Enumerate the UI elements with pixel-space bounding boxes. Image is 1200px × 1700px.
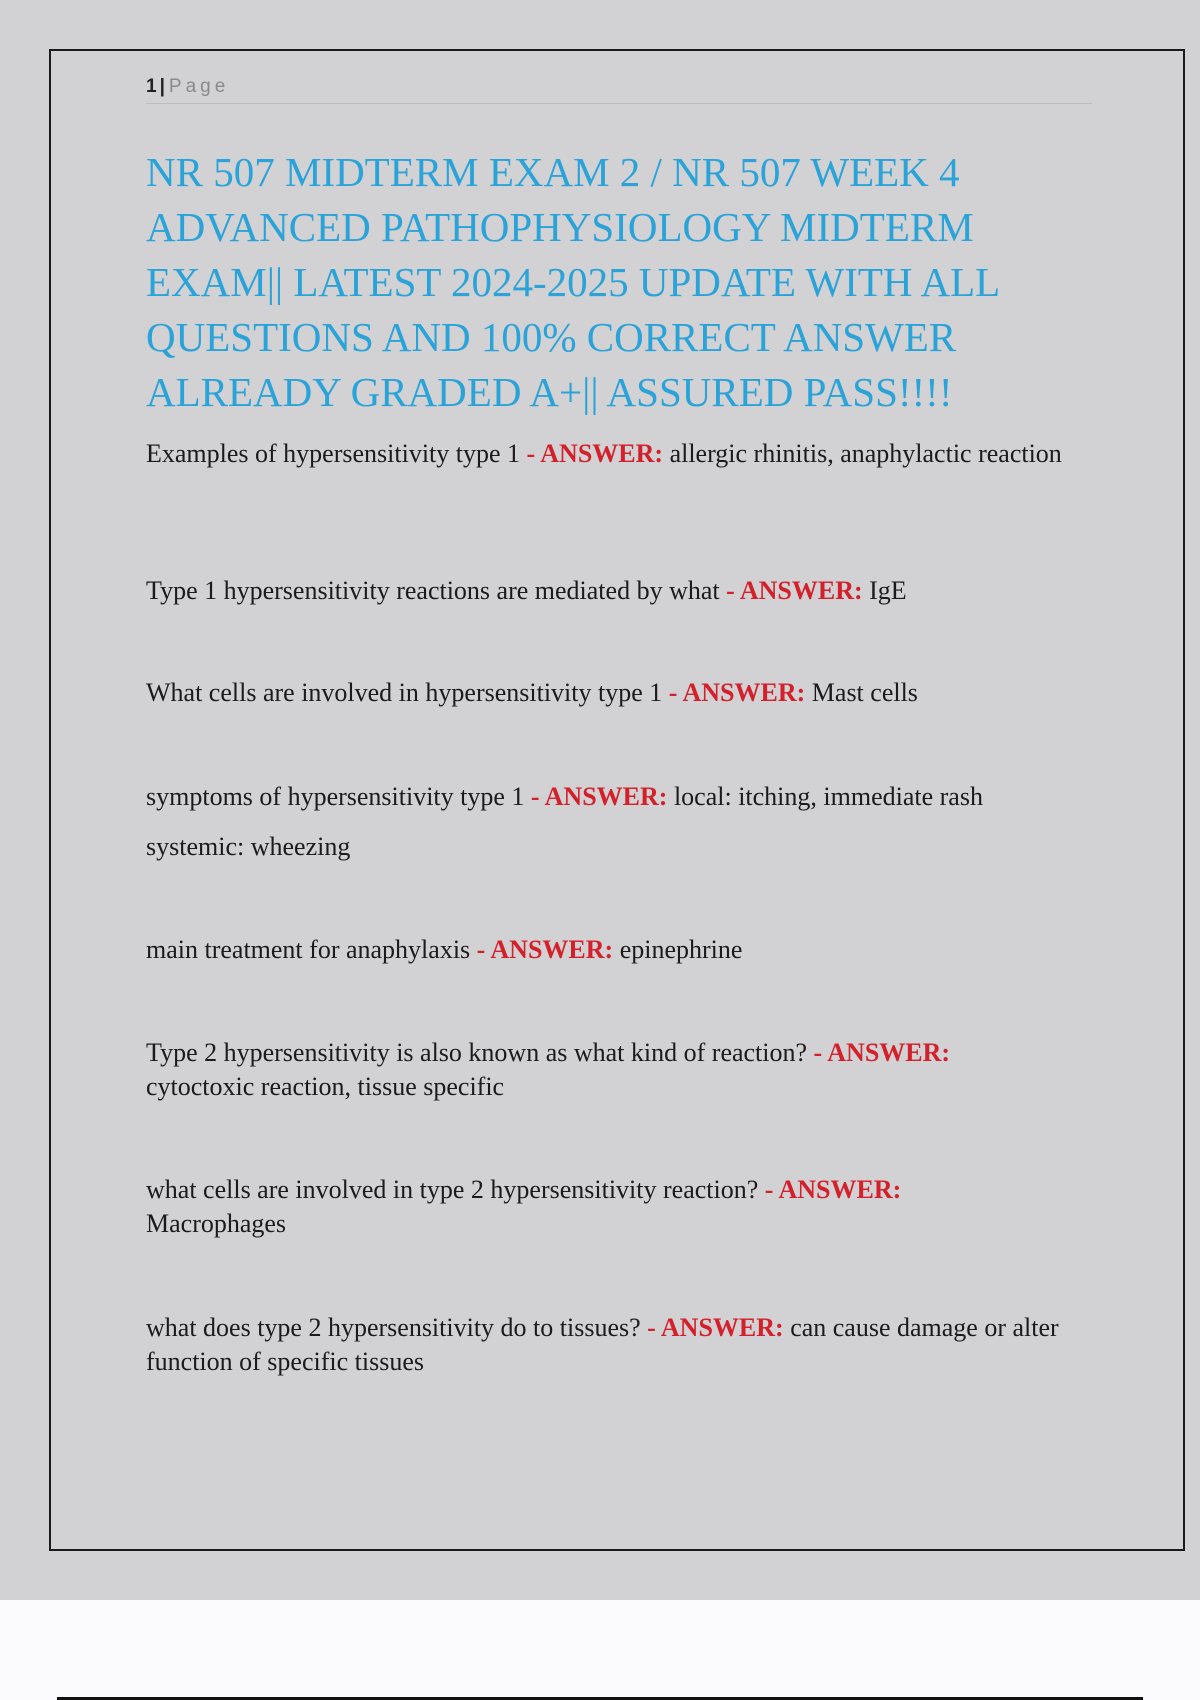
qa-item: [146, 780, 1092, 814]
answer-label: - ANSWER:: [813, 1038, 951, 1067]
answer-text: epinephrine: [619, 935, 743, 964]
qa-item: [146, 1036, 1092, 1104]
document-title: NR 507 MIDTERM EXAM 2 / NR 507 WEEK 4 ADVANCED PATHOPHYSIOLOGY MIDTERM EXAM|| LATEST 2024-2025 UPDATE WITH ALL QUESTIONS AND 100% CORRECT ANSWER ALREADY GRADED A+|| ASSURED PASS!!!!: [146, 149, 999, 415]
answer-label: - ANSWER:: [476, 935, 614, 964]
qa-item: [146, 933, 1092, 967]
question-text: symptoms of hypersensitivity type 1: [146, 782, 525, 811]
answer-text: local: itching, immediate rash: [673, 782, 983, 811]
bottom-margin: [0, 1600, 1200, 1700]
page-separator: |: [159, 76, 165, 97]
question-text: Type 2 hypersensitivity is also known as what kind of reaction?: [146, 1038, 808, 1067]
answer-label: - ANSWER:: [526, 439, 664, 468]
answer-text: Macrophages: [146, 1209, 287, 1238]
question-text: What cells are involved in hypersensitivity type 1: [146, 678, 663, 707]
answer-label: - ANSWER:: [530, 782, 668, 811]
question-text: what does type 2 hypersensitivity do to tissues?: [146, 1313, 641, 1342]
answer-text: can cause damage or alter function of specific tissues: [146, 1313, 1059, 1376]
page-header: [146, 74, 1092, 104]
answer-text: IgE: [869, 576, 907, 605]
answer-label: - ANSWER:: [764, 1175, 902, 1204]
answer-text: cytoctoxic reaction, tissue specific: [146, 1072, 505, 1101]
qa-item: [146, 676, 1092, 710]
answer-text: Mast cells: [811, 678, 918, 707]
page-label: Page: [168, 76, 230, 97]
qa-item: [146, 437, 1092, 471]
question-text: Type 1 hypersensitivity reactions are mediated by what: [146, 576, 720, 605]
question-text: what cells are involved in type 2 hypersensitivity reaction?: [146, 1175, 759, 1204]
answer-label: - ANSWER:: [726, 576, 863, 605]
answer-text-line2: systemic: wheezing: [146, 832, 351, 861]
page-number: 1: [146, 76, 157, 97]
qa-answer-continuation: [146, 830, 1092, 864]
answer-label: - ANSWER:: [647, 1313, 784, 1342]
question-text: main treatment for anaphylaxis: [146, 935, 471, 964]
answer-text: allergic rhinitis, anaphylactic reaction: [669, 439, 1062, 468]
qa-item: [146, 1311, 1092, 1379]
question-text: Examples of hypersensitivity type 1: [146, 439, 521, 468]
answer-label: - ANSWER:: [668, 678, 806, 707]
qa-item: [146, 1173, 1092, 1241]
qa-item: [146, 574, 1092, 608]
